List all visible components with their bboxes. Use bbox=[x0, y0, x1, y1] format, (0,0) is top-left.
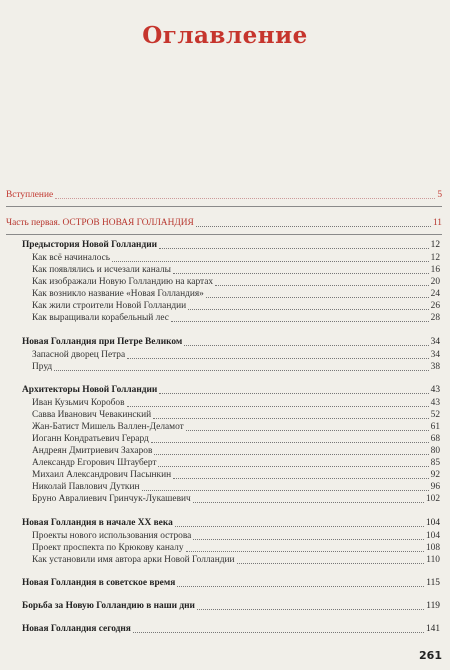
toc-entry-label: Как возникло название «Новая Голландия» bbox=[32, 289, 204, 299]
toc-entry-page: 68 bbox=[430, 434, 440, 444]
dot-leader bbox=[158, 466, 428, 467]
dot-leader bbox=[237, 563, 425, 564]
toc-entry-label: Как установили имя автора арки Новой Голландии bbox=[32, 555, 235, 565]
part-title: ОСТРОВ НОВАЯ ГОЛЛАНДИЯ bbox=[62, 218, 194, 228]
toc-entry-label: Новая Голландия сегодня bbox=[22, 624, 131, 634]
dot-leader bbox=[196, 226, 431, 227]
toc-entry-page: 92 bbox=[430, 470, 440, 480]
dot-leader bbox=[159, 248, 429, 249]
toc-entry-page: 5 bbox=[437, 190, 442, 200]
part-prefix: Часть первая. bbox=[6, 218, 61, 228]
toc-subentry[interactable] bbox=[32, 301, 440, 312]
toc-entry-intro[interactable] bbox=[6, 190, 442, 201]
toc-subentry[interactable] bbox=[32, 289, 440, 300]
toc-entry-page: 115 bbox=[426, 578, 440, 588]
toc-subentry[interactable] bbox=[32, 398, 440, 409]
toc-entry-page: 80 bbox=[430, 446, 440, 456]
toc-entry-label: Как всё начиналось bbox=[32, 253, 111, 263]
toc-entry-label: Архитекторы Новой Голландии bbox=[22, 385, 158, 395]
dot-leader bbox=[193, 502, 424, 503]
dot-leader bbox=[186, 430, 429, 431]
toc-entry-label: Александр Егорович Штауберт bbox=[32, 458, 157, 468]
dot-leader bbox=[159, 393, 428, 394]
toc-entry-page: 61 bbox=[430, 422, 440, 432]
dot-leader bbox=[184, 345, 428, 346]
toc-entry-page: 16 bbox=[430, 265, 440, 275]
toc-entry-label: Как появлялись и исчезали каналы bbox=[32, 265, 171, 275]
toc-entry-page: 20 bbox=[430, 277, 440, 287]
toc-subentry[interactable] bbox=[32, 362, 440, 373]
toc-entry-page: 12 bbox=[430, 240, 440, 250]
dot-leader bbox=[171, 321, 429, 322]
dot-leader bbox=[215, 285, 429, 286]
toc-subentry[interactable] bbox=[32, 277, 440, 288]
toc-entry-label: Бруно Авралиевич Гринчук-Лукашевич bbox=[32, 494, 191, 504]
toc-entry-label: Пруд bbox=[32, 362, 53, 372]
toc-subentry[interactable] bbox=[32, 265, 440, 276]
toc-entry-label: Жан-Батист Мишель Валлен-Деламот bbox=[32, 422, 184, 432]
toc-entry-page: 43 bbox=[430, 398, 440, 408]
toc-entry-label: Проект проспекта по Крюкову каналу bbox=[32, 543, 184, 553]
toc-entry-page: 24 bbox=[430, 289, 440, 299]
toc-entry-label: Савва Иванович Чевакинский bbox=[32, 410, 152, 420]
toc-entry-label: Предыстория Новой Голландии bbox=[22, 240, 158, 250]
dot-leader bbox=[127, 406, 429, 407]
toc-entry-page: 110 bbox=[426, 555, 440, 565]
toc-subentry[interactable] bbox=[32, 410, 440, 421]
toc-entry-page: 12 bbox=[430, 253, 440, 263]
toc-entry-page: 11 bbox=[432, 218, 442, 228]
toc-entry-page: 102 bbox=[425, 494, 440, 504]
toc-entry-label bbox=[6, 218, 194, 229]
dot-leader bbox=[175, 526, 424, 527]
toc-entry-label: Как выращивали корабельный лес bbox=[32, 313, 169, 323]
toc-subentry[interactable] bbox=[32, 543, 440, 554]
toc-entry-page: 141 bbox=[425, 624, 440, 634]
toc-entry-page: 52 bbox=[430, 410, 440, 420]
page-title: Оглавление bbox=[142, 22, 308, 49]
dot-leader bbox=[55, 198, 435, 199]
toc-section-struggle[interactable] bbox=[22, 601, 440, 612]
divider bbox=[6, 206, 442, 207]
toc-entry-label: Проекты нового использования острова bbox=[32, 531, 192, 541]
dot-leader bbox=[127, 358, 428, 359]
toc-subentry[interactable] bbox=[32, 253, 440, 264]
toc-entry-page: 104 bbox=[425, 531, 440, 541]
dot-leader bbox=[186, 551, 424, 552]
toc-section-prehistory[interactable] bbox=[22, 240, 440, 251]
toc-section-architects[interactable] bbox=[22, 385, 440, 396]
divider bbox=[6, 234, 442, 235]
toc-entry-label: Иван Кузьмич Коробов bbox=[32, 398, 125, 408]
toc-entry-label: Борьба за Новую Голландию в наши дни bbox=[22, 601, 195, 611]
toc-subentry[interactable] bbox=[32, 555, 440, 566]
dot-leader bbox=[206, 297, 429, 298]
toc-subentry[interactable] bbox=[32, 494, 440, 505]
toc-entry-page: 28 bbox=[430, 313, 440, 323]
toc-subentry[interactable] bbox=[32, 446, 440, 457]
toc-subentry[interactable] bbox=[32, 422, 440, 433]
toc-section-today[interactable] bbox=[22, 624, 440, 635]
dot-leader bbox=[142, 490, 429, 491]
toc-entry-page: 85 bbox=[430, 458, 440, 468]
toc-entry-page: 26 bbox=[430, 301, 440, 311]
toc-subentry[interactable] bbox=[32, 482, 440, 493]
toc-entry-label: Запасной дворец Петра bbox=[32, 350, 126, 360]
toc-subentry[interactable] bbox=[32, 350, 440, 361]
page-number: 261 bbox=[419, 649, 442, 662]
dot-leader bbox=[133, 632, 424, 633]
toc-entry-label: Михаил Александрович Пасынкин bbox=[32, 470, 172, 480]
toc-entry-page: 38 bbox=[430, 362, 440, 372]
dot-leader bbox=[154, 454, 428, 455]
toc-section-peter[interactable] bbox=[22, 337, 440, 348]
dot-leader bbox=[197, 609, 424, 610]
toc-entry-page: 96 bbox=[430, 482, 440, 492]
toc-entry-label: Николай Павлович Дуткин bbox=[32, 482, 140, 492]
toc-subentry[interactable] bbox=[32, 313, 440, 324]
toc-entry-label: Вступление bbox=[6, 190, 54, 200]
dot-leader bbox=[54, 370, 428, 371]
toc-subentry[interactable] bbox=[32, 470, 440, 481]
toc-entry-page: 119 bbox=[426, 601, 440, 611]
toc-entry-label: Новая Голландия в советское время bbox=[22, 578, 176, 588]
toc-entry-label: Андреян Дмитриевич Захаров bbox=[32, 446, 153, 456]
toc-section-early-20th[interactable] bbox=[22, 518, 440, 529]
dot-leader bbox=[173, 478, 428, 479]
dot-leader bbox=[153, 418, 428, 419]
toc-subentry[interactable] bbox=[32, 434, 440, 445]
toc-subentry[interactable] bbox=[32, 458, 440, 469]
toc-entry-label: Иоганн Кондратьевич Герард bbox=[32, 434, 149, 444]
toc-subentry[interactable] bbox=[32, 531, 440, 542]
dot-leader bbox=[151, 442, 429, 443]
toc-entry-label: Новая Голландия при Петре Великом bbox=[22, 337, 183, 347]
toc-entry-part-one[interactable] bbox=[6, 218, 442, 229]
dot-leader bbox=[112, 261, 429, 262]
toc-entry-label: Как жили строители Новой Голландии bbox=[32, 301, 187, 311]
toc-entry-page: 104 bbox=[425, 518, 440, 528]
toc-entry-page: 34 bbox=[430, 337, 440, 347]
toc-entry-page: 108 bbox=[425, 543, 440, 553]
dot-leader bbox=[188, 309, 428, 310]
toc-entry-page: 43 bbox=[430, 385, 440, 395]
toc-section-soviet[interactable] bbox=[22, 578, 440, 589]
dot-leader bbox=[173, 273, 429, 274]
toc-entry-label: Новая Голландия в начале XX века bbox=[22, 518, 173, 528]
toc-entry-label: Как изображали Новую Голландию на картах bbox=[32, 277, 214, 287]
dot-leader bbox=[193, 539, 424, 540]
toc-entry-page: 34 bbox=[430, 350, 440, 360]
dot-leader bbox=[177, 586, 424, 587]
